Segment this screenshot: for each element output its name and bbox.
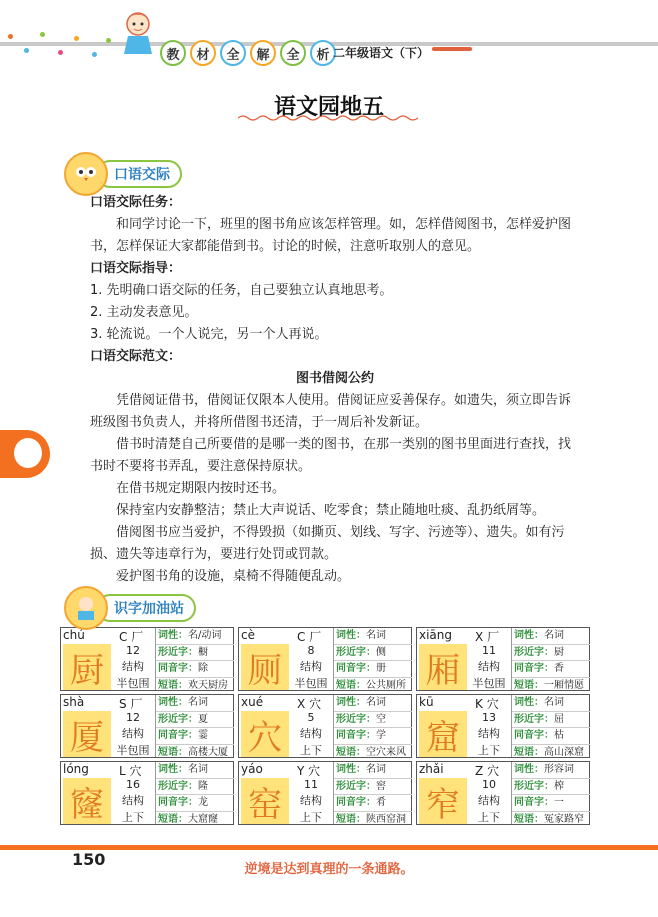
stroke-count: 12 xyxy=(126,711,140,724)
structure-label: 结构 xyxy=(300,794,322,807)
series-char: 材 xyxy=(190,40,216,66)
homophone-label: 同音字： xyxy=(514,663,554,674)
series-char: 全 xyxy=(280,40,306,66)
character: 窿 xyxy=(63,778,111,824)
character-card xyxy=(238,694,412,758)
section-title: 口语交际 xyxy=(96,160,182,188)
stroke-count: 8 xyxy=(307,644,315,657)
chars-section-badge xyxy=(64,586,196,630)
homophone-value: 除 xyxy=(198,663,208,674)
oral-content xyxy=(90,192,580,588)
page-number: 150 xyxy=(72,850,106,869)
owl-icon xyxy=(64,152,108,196)
card-row xyxy=(60,627,590,691)
guide-item: 1. 先明确口语交际的任务，自己要独立认真地思考。 xyxy=(90,283,393,298)
word-info xyxy=(511,628,590,690)
guide-item: 3. 轮流说。一个人说完，另一个人再说。 xyxy=(90,327,328,342)
pinyin: zhǎi xyxy=(419,762,444,776)
phrase-value: 空穴来风 xyxy=(366,746,406,758)
pinyin: xué xyxy=(241,695,264,709)
phrase-value: 陕西窑洞 xyxy=(366,813,406,825)
pencil-icon xyxy=(432,47,472,51)
word-info xyxy=(511,762,590,824)
footer-quote: 逆境是达到真理的一条通路。 xyxy=(244,862,414,877)
character-card xyxy=(60,694,234,758)
phrase-value: 大窟窿 xyxy=(188,813,218,825)
homophone-label: 同音字： xyxy=(158,797,198,808)
character: 穴 xyxy=(241,711,289,757)
structure-label: 结构 xyxy=(122,660,144,673)
character-grid xyxy=(60,627,590,828)
index-letter-radical: X 厂 xyxy=(475,630,500,644)
stroke-count: 11 xyxy=(482,644,496,657)
stroke-count: 10 xyxy=(482,778,496,791)
series-char: 析 xyxy=(310,40,336,66)
stroke-count: 16 xyxy=(126,778,140,791)
boy-reading-icon xyxy=(64,586,108,630)
cat-face-icon xyxy=(14,438,42,468)
similar-label: 形近字： xyxy=(336,780,376,792)
homophone-label: 同音字： xyxy=(514,730,554,741)
similar-value: 隆 xyxy=(198,780,208,792)
oral-section-badge xyxy=(64,152,182,196)
word-info xyxy=(333,695,412,757)
homophone-label: 同音字： xyxy=(158,663,198,674)
card-row xyxy=(60,694,590,758)
stroke-count: 12 xyxy=(126,644,140,657)
pinyin: chú xyxy=(63,628,85,642)
phrase-label: 短语： xyxy=(514,746,544,758)
similar-value: 窖 xyxy=(376,780,386,792)
structure-label: 结构 xyxy=(122,794,144,807)
stroke-count: 13 xyxy=(482,711,496,724)
homophone-label: 同音字： xyxy=(336,730,376,741)
character: 厨 xyxy=(63,644,111,690)
homophone-value: 霎 xyxy=(198,730,208,741)
phrase-label: 短语： xyxy=(514,679,544,691)
structure-label: 结构 xyxy=(300,727,322,740)
index-letter-radical: S 厂 xyxy=(119,697,143,711)
index-letter-radical: Z 穴 xyxy=(475,764,500,778)
pos-value: 名词 xyxy=(366,630,386,641)
structure-label: 结构 xyxy=(122,727,144,740)
pos-value: 名词 xyxy=(188,697,208,708)
guide-label: 口语交际指导： xyxy=(90,261,182,276)
character-card xyxy=(238,627,412,691)
pos-label: 词性： xyxy=(158,630,188,641)
task-text: 和同学讨论一下，班里的图书角应该怎样管理。如，怎样借阅图书，怎样爱护图书，怎样保证大家都能借到书。讨论的时候，注意听取别人的意见。 xyxy=(90,217,572,254)
homophone-label: 同音字： xyxy=(158,730,198,741)
series-title xyxy=(160,40,336,66)
phrase-value: 高山深窟 xyxy=(544,746,584,758)
index-letter-radical: X 穴 xyxy=(297,697,322,711)
similar-label: 形近字： xyxy=(158,646,198,658)
series-char: 全 xyxy=(220,40,246,66)
word-info xyxy=(155,695,234,757)
similar-value: 屈 xyxy=(554,713,564,725)
homophone-value: 龙 xyxy=(198,797,208,808)
side-tab xyxy=(0,430,50,478)
essay-title: 图书借阅公约 xyxy=(295,371,374,386)
structure-type: 上下 xyxy=(478,811,500,824)
homophone-value: 册 xyxy=(376,663,386,674)
character-card xyxy=(238,761,412,825)
index-letter-radical: C 厂 xyxy=(119,630,144,644)
wave-divider-icon xyxy=(238,114,418,122)
similar-label: 形近字： xyxy=(514,713,554,725)
character-card xyxy=(60,761,234,825)
confetti-decoration xyxy=(0,28,130,64)
similar-label: 形近字： xyxy=(158,780,198,792)
structure-type: 上下 xyxy=(478,744,500,757)
phrase-value: 公共厕所 xyxy=(366,679,406,691)
pos-value: 名词 xyxy=(188,764,208,775)
phrase-label: 短语： xyxy=(336,746,366,758)
lesson-title: 语文园地五 xyxy=(273,95,384,120)
index-letter-radical: C 厂 xyxy=(297,630,322,644)
homophone-value: 枯 xyxy=(554,730,564,741)
pos-label: 词性： xyxy=(514,630,544,641)
character-card xyxy=(416,694,590,758)
similar-label: 形近字： xyxy=(336,646,376,658)
pos-label: 词性： xyxy=(514,697,544,708)
similar-value: 厨 xyxy=(554,646,564,658)
structure-type: 半包围 xyxy=(116,744,150,757)
guide-item: 2. 主动发表意见。 xyxy=(90,305,198,320)
pos-value: 名词 xyxy=(544,697,564,708)
pinyin: cè xyxy=(241,628,255,642)
essay-paragraph: 借阅图书应当爱护，不得毁损（如撕页、划线、写字、污迹等）、遗失。如有污损、遗失等违章行为，要进行处罚或罚款。 xyxy=(90,525,565,562)
character: 厢 xyxy=(419,644,467,690)
similar-label: 形近字： xyxy=(158,713,198,725)
word-info xyxy=(155,628,234,690)
phrase-value: 一厢情愿 xyxy=(544,679,584,691)
structure-type: 上下 xyxy=(122,811,144,824)
pinyin: shà xyxy=(63,695,85,709)
similar-value: 侧 xyxy=(376,646,386,658)
pos-label: 词性： xyxy=(336,764,366,775)
homophone-value: 肴 xyxy=(376,797,386,808)
structure-type: 上下 xyxy=(300,744,322,757)
essay-paragraph: 借书时清楚自己所要借的是哪一类的图书，在那一类别的图书里面进行查找，找书时不要将书弄乱，要注意保持原状。 xyxy=(90,437,572,474)
structure-label: 结构 xyxy=(478,727,500,740)
similar-value: 空 xyxy=(376,713,386,725)
card-row xyxy=(60,761,590,825)
index-letter-radical: L 穴 xyxy=(119,764,142,778)
series-char: 教 xyxy=(160,40,186,66)
pos-label: 词性： xyxy=(336,630,366,641)
phrase-label: 短语： xyxy=(514,813,544,825)
structure-type: 半包围 xyxy=(472,677,506,690)
homophone-label: 同音字： xyxy=(514,797,554,808)
task-label: 口语交际任务： xyxy=(90,195,182,210)
stroke-count: 11 xyxy=(304,778,318,791)
homophone-value: 一 xyxy=(554,797,564,808)
homophone-value: 香 xyxy=(554,663,564,674)
index-letter-radical: K 穴 xyxy=(475,697,499,711)
sample-label: 口语交际范文： xyxy=(90,349,182,364)
similar-label: 形近字： xyxy=(514,646,554,658)
structure-label: 结构 xyxy=(478,660,500,673)
pos-value: 形容词 xyxy=(544,764,574,775)
similar-value: 橱 xyxy=(198,646,208,658)
phrase-value: 欢天厨房 xyxy=(188,679,228,691)
character: 窄 xyxy=(419,778,467,824)
character-card xyxy=(416,627,590,691)
structure-label: 结构 xyxy=(300,660,322,673)
phrase-label: 短语： xyxy=(158,746,188,758)
stroke-count: 5 xyxy=(307,711,315,724)
phrase-label: 短语： xyxy=(158,679,188,691)
character-card xyxy=(60,627,234,691)
pinyin: kū xyxy=(419,695,434,709)
phrase-label: 短语： xyxy=(336,813,366,825)
essay-paragraph: 爱护图书角的设施，桌椅不得随便乱动。 xyxy=(116,569,351,584)
pos-value: 名/动词 xyxy=(188,630,222,641)
similar-label: 形近字： xyxy=(514,780,554,792)
pos-label: 词性： xyxy=(336,697,366,708)
character: 厕 xyxy=(241,644,289,690)
page-header xyxy=(0,0,658,80)
character-card xyxy=(416,761,590,825)
structure-type: 上下 xyxy=(300,811,322,824)
essay-paragraph: 保持室内安静整洁；禁止大声说话、吃零食；禁止随地吐痰、乱扔纸屑等。 xyxy=(116,503,546,518)
word-info xyxy=(155,762,234,824)
homophone-label: 同音字： xyxy=(336,797,376,808)
essay-paragraph: 在借书规定期限内按时还书。 xyxy=(116,481,286,496)
pos-label: 词性： xyxy=(158,697,188,708)
index-letter-radical: Y 穴 xyxy=(297,764,321,778)
series-char: 解 xyxy=(250,40,276,66)
word-info xyxy=(333,762,412,824)
pos-label: 词性： xyxy=(158,764,188,775)
mascot-girl-icon xyxy=(118,8,158,58)
phrase-label: 短语： xyxy=(158,813,188,825)
structure-label: 结构 xyxy=(478,794,500,807)
structure-type: 半包围 xyxy=(294,677,328,690)
phrase-value: 高楼大厦 xyxy=(188,746,228,758)
character: 窟 xyxy=(419,711,467,757)
character: 厦 xyxy=(63,711,111,757)
character: 窑 xyxy=(241,778,289,824)
homophone-value: 学 xyxy=(376,730,386,741)
pinyin: lóng xyxy=(63,762,89,776)
phrase-value: 冤家路窄 xyxy=(544,813,584,825)
similar-label: 形近字： xyxy=(336,713,376,725)
word-info xyxy=(511,695,590,757)
structure-type: 半包围 xyxy=(116,677,150,690)
pos-label: 词性： xyxy=(514,764,544,775)
homophone-label: 同音字： xyxy=(336,663,376,674)
similar-value: 榨 xyxy=(554,780,564,792)
grade-label: 二年级语文（下） xyxy=(333,46,430,60)
similar-value: 夏 xyxy=(198,713,208,725)
word-info xyxy=(333,628,412,690)
pinyin: xiāng xyxy=(419,628,453,642)
pos-value: 名词 xyxy=(366,697,386,708)
phrase-label: 短语： xyxy=(336,679,366,691)
section-title: 识字加油站 xyxy=(96,594,196,622)
essay-paragraph: 凭借阅证借书，借阅证仅限本人使用。借阅证应妥善保存。如遗失，须立即告诉班级图书负责人，并将所借图书还清，于一周后补发新证。 xyxy=(90,393,572,430)
pos-value: 名词 xyxy=(544,630,564,641)
pos-value: 名词 xyxy=(366,764,386,775)
pinyin: yáo xyxy=(241,762,263,776)
